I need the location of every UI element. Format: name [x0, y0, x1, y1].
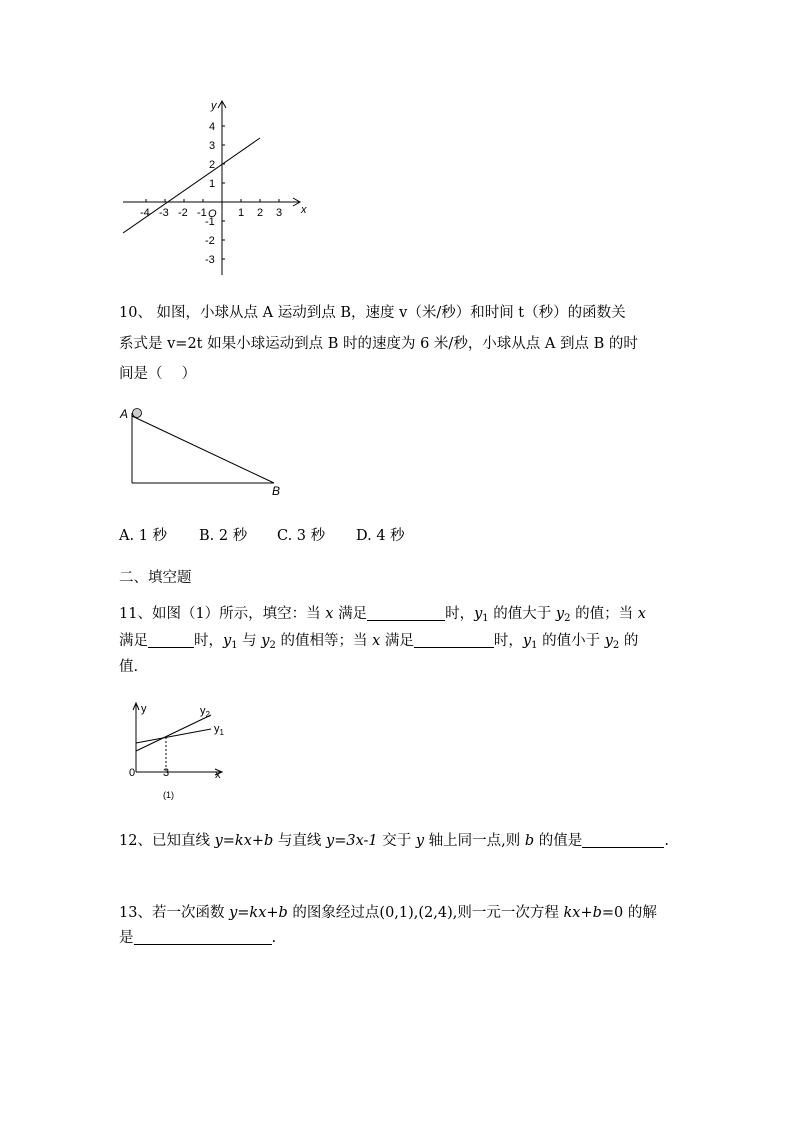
option-d[interactable]: D. 4 秒	[356, 528, 405, 544]
y-tick-label: -1	[205, 216, 215, 228]
option-a[interactable]: A. 1 秒	[119, 528, 168, 544]
q11-line1: 11、如图（1）所示，填空：当 x 满足 时，$y_1$ 的值大于 $y_2$ 的值；当 x	[119, 606, 646, 624]
y-tick-label: -2	[205, 235, 215, 247]
x-tick-label: -4	[140, 207, 150, 219]
q10-options	[119, 529, 405, 544]
line-y2	[136, 715, 211, 751]
q11-line2: 满足 时，$y_1$ 与 $y_2$ 的值相等；当 x 满足 时，$y_1$ 的值小于 $y_2$ 的	[119, 633, 639, 651]
q12-line: 12、已知直线 y=kx+b 与直线 y=3x-1 交于 y 轴上同一点,则 b 的值是 .	[119, 833, 669, 849]
y-tick-label: -3	[205, 254, 215, 266]
origin-label: 0	[129, 767, 136, 779]
x-axis-label: x	[301, 204, 307, 216]
x-tick-label: 2	[257, 207, 264, 219]
x-tick-label: 1	[238, 207, 245, 219]
x-tick-label: 3	[276, 207, 283, 219]
option-b[interactable]: B. 2 秒	[199, 528, 248, 544]
section-title: 二、填空题	[119, 570, 192, 586]
q10-line1: 10、 如图，小球从点 A 运动到点 B，速度 v（米/秒）和时间 t（秒）的函数关	[119, 305, 626, 321]
y-tick-label: 4	[209, 121, 216, 133]
origin-label: O	[208, 208, 217, 220]
y1-label: $y_1$	[214, 723, 224, 737]
y-tick-label: 3	[209, 140, 216, 152]
y2-label: $y_2$	[200, 705, 210, 719]
figure-caption: (1)	[163, 790, 174, 800]
coordinate-graph	[115, 95, 315, 280]
two-lines-figure	[125, 698, 235, 803]
x-axis-label: x	[215, 769, 221, 781]
ball	[133, 409, 142, 418]
q10-line2: 系式是 v=2t 如果小球运动到点 B 时的速度为 6 米/秒，小球从点 A 到点 B 的时	[119, 336, 638, 352]
q10-line3: 间是（ ）	[119, 366, 197, 382]
answer-blank[interactable]	[414, 633, 494, 648]
q13-line2: 是 .	[119, 930, 277, 946]
q13-line1: 13、若一次函数 y=kx+b 的图象经过点(0,1),(2,4),则一元一次方程 kx+b=0 的解	[119, 905, 657, 921]
q11-line3: 值.	[119, 659, 139, 675]
point-a-label: A	[120, 407, 129, 421]
slope-side	[132, 416, 274, 483]
y-axis-label: y	[211, 100, 217, 112]
y-tick-label: 2	[209, 159, 216, 171]
ball-slope-figure	[118, 403, 293, 498]
option-c[interactable]: C. 3 秒	[277, 528, 326, 544]
answer-blank[interactable]	[134, 930, 272, 945]
answer-blank[interactable]	[367, 606, 445, 621]
y-axis-label: y	[141, 703, 147, 715]
answer-blank[interactable]	[148, 633, 194, 648]
x-tick-label: -1	[197, 207, 207, 219]
tick-label: 3	[163, 767, 170, 779]
y-tick-label: 1	[209, 178, 216, 190]
x-tick-label: -3	[159, 207, 169, 219]
line-y1	[136, 729, 211, 743]
x-tick-label: -2	[178, 207, 188, 219]
point-b-label: B	[272, 484, 281, 498]
answer-blank[interactable]	[582, 833, 664, 848]
